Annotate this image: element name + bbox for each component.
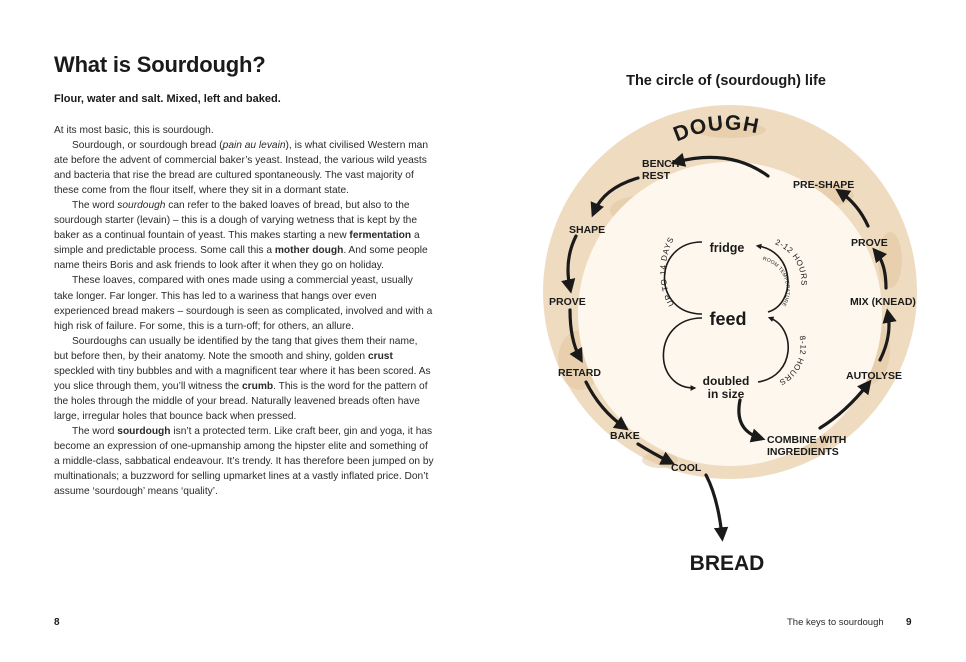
diagram-title: The circle of (sourdough) life (626, 73, 826, 89)
paragraph-3: The word sourdough can refer to the baked loaves of bread, but also to the sourdough starter (levain) – this is a dough of varying wetness that is kept by the baker as a continual fountain of yeast. This makes starting a new fermentation a simple and predictable process. Some call this a mother dough. And some people name theirs Boris and ask friends to look after it when they go on holiday. (54, 200, 428, 272)
stage-autolyse: AUTOLYSE (846, 370, 903, 382)
page-subtitle: Flour, water and salt. Mixed, left and baked. (54, 93, 281, 105)
paragraph-5: Sourdoughs can usually be identified by the tang that gives them their name, but before then, by their anatomy. Note the smooth and shiny, golden crust speckled with tiny bubbles and with a magnificent tear where it has been scored. As you slice through them, you’ll witness the crumb. This is the word for the pattern of the holes through the middle of your bread. Naturally leavened breads often have large, irregular holes that bounce back when pressed. (54, 335, 431, 422)
stage-retard: RETARD (558, 367, 601, 379)
starter-fridge: fridge (709, 241, 745, 255)
body-text (54, 123, 434, 499)
paragraph-2: Sourdough, or sourdough bread (pain au levain), is what civilised Western man ate before the advent of commercial baker’s yeast. Instead, the various wild yeasts and bacteria that rise the bread are cultured spontaneously. The vast majority of these come from the flour itself, where they sit in a dormant state. (54, 140, 429, 197)
running-head: The keys to sourdough (787, 617, 884, 628)
starter-doubled: doubled in size (702, 374, 750, 401)
label-room-temperature: ROOM TEMPERATURE (762, 256, 791, 308)
starter-feed: feed (709, 309, 747, 329)
arrow-cool-to-bread (706, 475, 722, 536)
page-title: What is Sourdough? (54, 52, 266, 77)
stage-bake: BAKE (610, 430, 640, 442)
stage-cool: COOL (671, 462, 702, 474)
stage-combine: COMBINE WITH INGREDIENTS (767, 434, 847, 458)
label-up-to-14-days: UP TO 14 DAYS (658, 235, 676, 308)
label-8-12-hours: 8-12 HOURS (777, 334, 808, 388)
stage-pre-shape: PRE-SHAPE (793, 179, 855, 191)
sourdough-cycle-diagram (520, 100, 940, 580)
stage-prove-left: PROVE (549, 296, 586, 308)
paragraph-6: The word sourdough isn’t a protected term. Like craft beer, gin and yoga, it has become an expression of one-upmanship among the hipster elite and something of a middle-class, sabbatical endeavour. It’s trendy. It has therefore been jumped on by multinationals; a buzzword for selling upmarket lines at a vastly inflated price. Don’t assume ‘sourdough’ means ‘quality’. (54, 425, 434, 498)
paragraph-1: At its most basic, this is sourdough. (54, 125, 214, 136)
page-number-right: 9 (906, 617, 912, 628)
stage-mix-knead: MIX (KNEAD) (850, 296, 916, 308)
paragraph-4: These loaves, compared with ones made using a commercial yeast, usually take longer. Far longer. This has led to a wariness that hangs over even experienced bread makers – sourdough is seen as complicated, involved and with a high risk of failure. For some, this is a turn-off; for others, an allure. (54, 275, 433, 332)
stage-shape: SHAPE (569, 224, 606, 236)
stage-prove-right: PROVE (851, 237, 888, 249)
bread-label: BREAD (689, 552, 765, 575)
stage-bench-rest: BENCH REST (642, 158, 680, 182)
dough-label: DOUGH (670, 111, 762, 147)
page-number-left: 8 (54, 617, 60, 628)
label-2-12-hours: 2-12 HOURS (773, 237, 809, 287)
